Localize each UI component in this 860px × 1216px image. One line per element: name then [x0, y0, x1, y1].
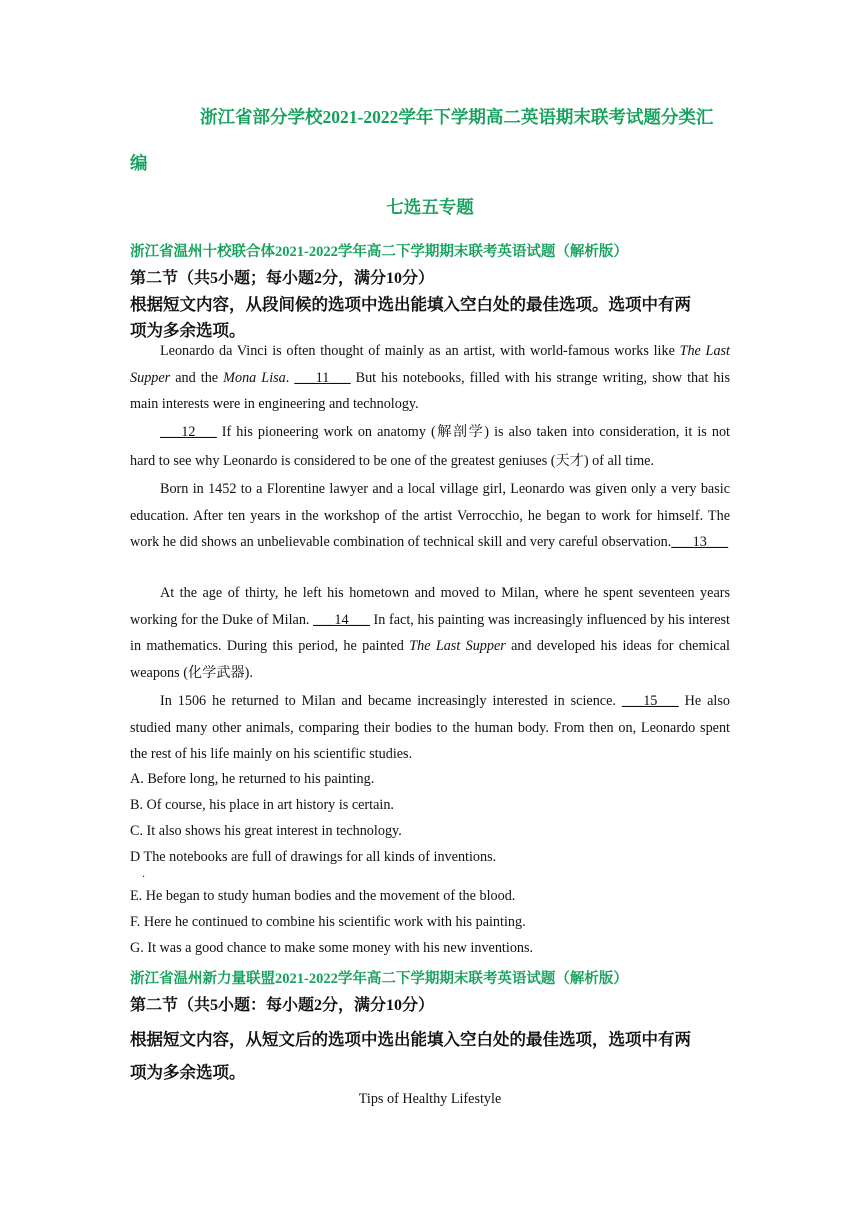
- option-d: D The notebooks are full of drawings for all kinds of inventions.: [130, 849, 497, 865]
- document-title: 浙江省部分学校2021-2022学年下学期高二英语期末联考试题分类汇: [200, 107, 714, 127]
- section2-instruction-line2: 项为多余选项。: [130, 1063, 246, 1082]
- blank-12: ___12___: [160, 424, 217, 440]
- section1-source: 浙江省温州十校联合体2021-2022学年高二下学期期末联考英语试题（解析版）: [130, 244, 628, 260]
- section2-source: 浙江省温州新力量联盟2021-2022学年高二下学期期末联考英语试题（解析版）: [130, 971, 628, 987]
- italic-title: Mona Lisa: [223, 369, 286, 386]
- blank-15: ___15___: [621, 693, 679, 709]
- option-e: E. He began to study human bodies and the movement of the blood.: [130, 888, 516, 904]
- passage-paragraph-2: ___12___ If his pioneering work on anatomy (解剖学) is also taken into consideration, it is not hard to see why Leonardo is considered to be one of the greatest geniuses (天才) of all time.: [130, 424, 730, 469]
- option-a: A. Before long, he returned to his painting.: [130, 771, 375, 787]
- passage-title: Tips of Healthy Lifestyle: [358, 1091, 502, 1107]
- italic-title: The Last Supper: [409, 638, 506, 654]
- blank-14: ___14___: [313, 611, 370, 628]
- section1-header: 第二节（共5小题；每小题2分，满分10分）: [130, 270, 435, 287]
- section2-header: 第二节（共5小题：每小题2分，满分10分）: [130, 997, 435, 1014]
- passage-paragraph-3: Born in 1452 to a Florentine lawyer and a local village girl, Leonardo was given only a very basic education. After ten years in the workshop of the artist Verrocchio, he began to work for himself. The work he did shows an unbelievable combination of technical skill and very careful observation.___13___: [130, 481, 730, 550]
- option-f: F. Here he continued to combine his scientific work with his painting.: [130, 914, 526, 930]
- section1-instruction-line1: 根据短文内容，从段间候的选项中选出能填入空白处的最佳选项。选项中有两: [130, 295, 691, 314]
- blank-11: ___11___: [294, 369, 351, 386]
- italic-title: The Last Supper: [130, 343, 730, 386]
- section1-instruction-line2: 项为多余选项。: [130, 321, 246, 340]
- option-c: C. It also shows his great interest in technology.: [130, 823, 402, 839]
- stray-dot: .: [142, 866, 145, 880]
- document-title-continued: 编: [130, 153, 148, 173]
- option-g: G. It was a good chance to make some money with his new inventions.: [130, 940, 534, 956]
- passage-paragraph-5: In 1506 he returned to Milan and became increasingly interested in science. ___15___ He also studied many other animals, comparing their bodies to the human body. From then on, Leonardo spent the rest of his life mainly on his scientific studies.: [130, 693, 730, 762]
- passage-paragraph-4: At the age of thirty, he left his hometown and moved to Milan, where he spent seventeen years working for the Duke of Milan. ___14___ In fact, his painting was increasingly influenced by his interest in mathematics. During this period, he painted The Last Supper and developed his ideas for chemical weapons (化学武器).: [130, 585, 730, 681]
- option-b: B. Of course, his place in art history is certain.: [130, 797, 394, 813]
- blank-13: ___13___: [671, 534, 729, 550]
- passage-paragraph-1: Leonardo da Vinci is often thought of mainly as an artist, with world-famous works like The Last Supper and the Mona Lisa. ___11___ But his notebooks, filled with his strange writing, show that his main interests were in engineering and technology.: [130, 343, 730, 412]
- document-subtitle: 七选五专题: [386, 197, 474, 217]
- section2-instruction-line1: 根据短文内容，从短文后的选项中选出能填入空白处的最佳选项，选项中有两: [130, 1030, 691, 1049]
